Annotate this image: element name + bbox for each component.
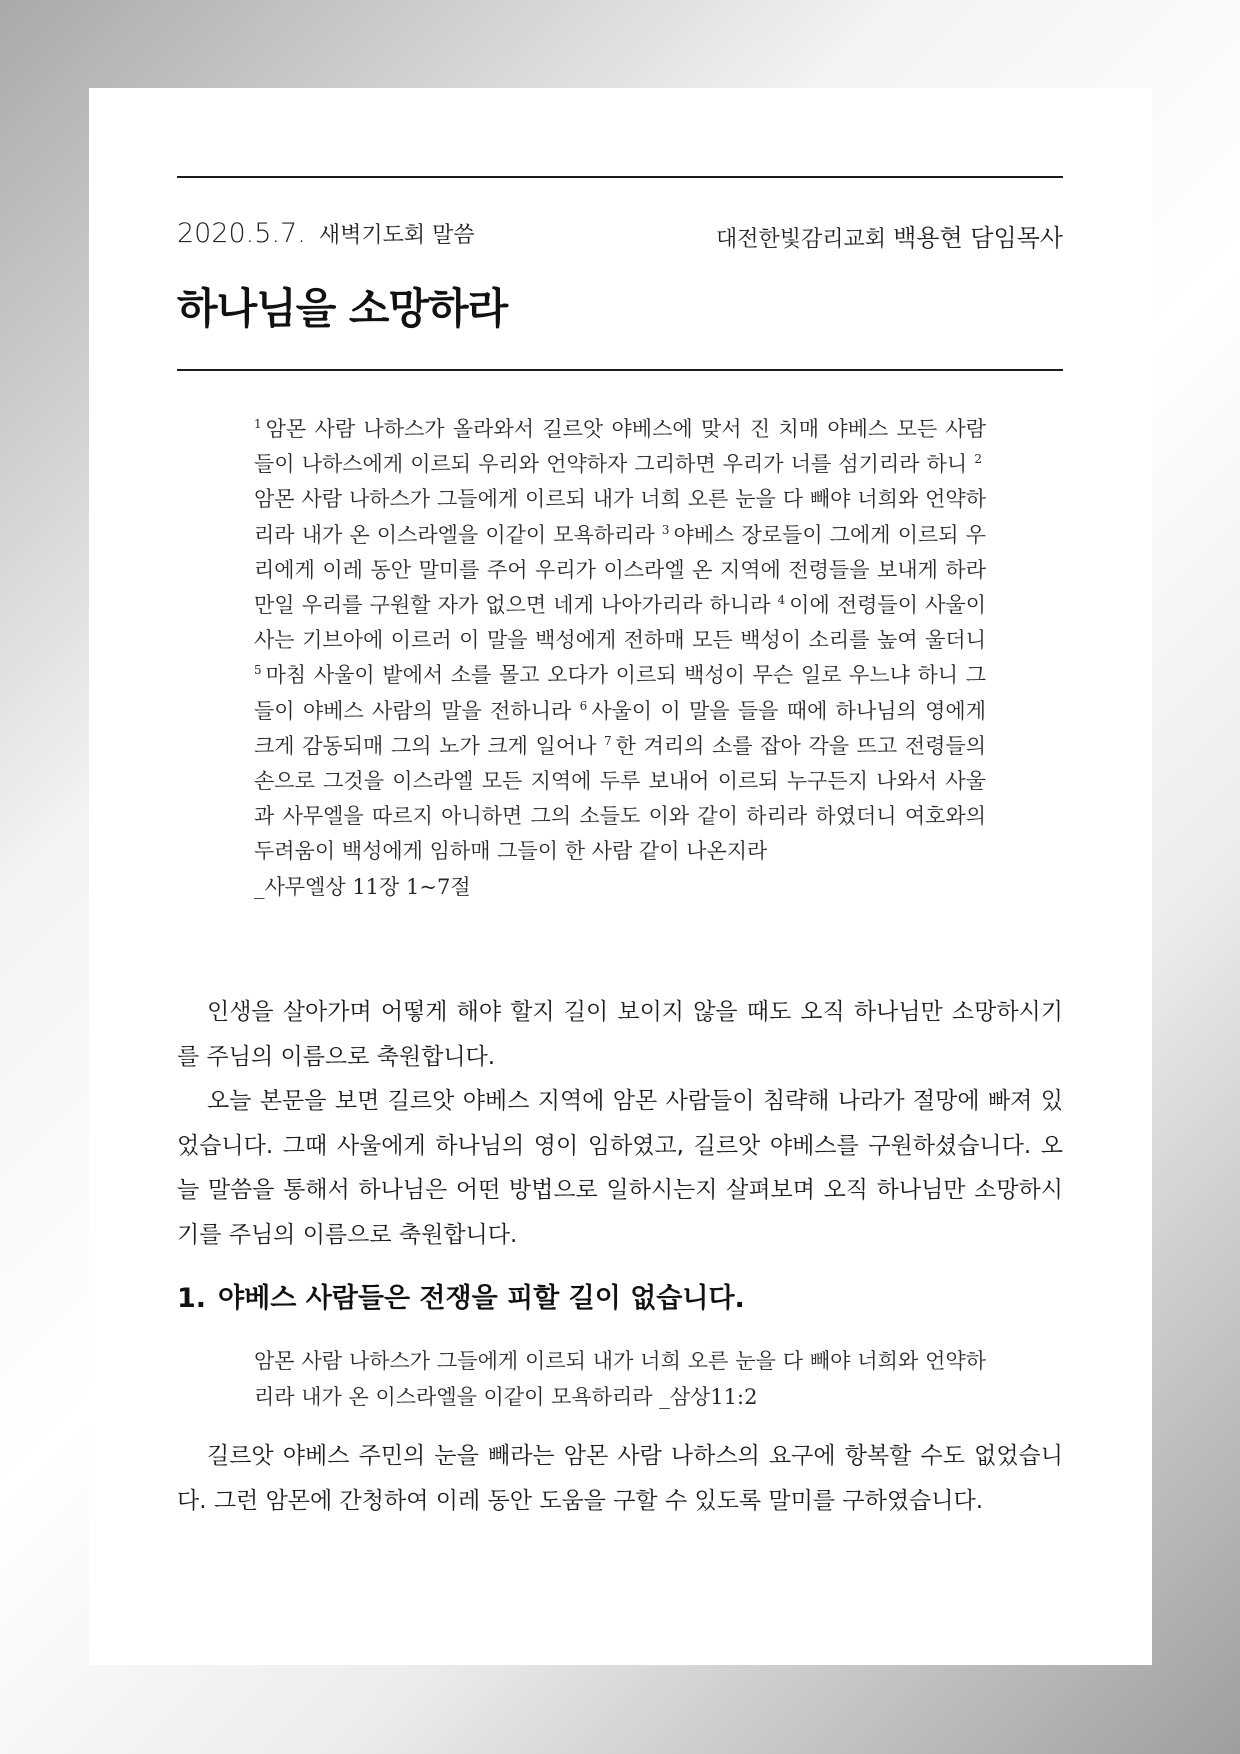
section-body <box>177 1434 1063 1523</box>
pastor-name: 백용현 담임목사 <box>893 224 1063 252</box>
church-name: 대전한빛감리교회 <box>716 227 887 252</box>
verse-number: 2 <box>974 452 982 467</box>
verse-text: 암몬 사람 나하스가 그들에게 이르되 내가 너희 오른 눈을 다 빼야 너희와 언약하리라 내가 온 이스라엘을 이같이 모욕하리라 <box>254 487 986 547</box>
document-page <box>89 88 1152 1665</box>
verse-number: 6 <box>579 698 588 713</box>
header-bottom-rule <box>177 369 1063 371</box>
verse-text: 이에 전령들이 사울이 사는 기브아에 이르러 이 말을 백성에게 전하매 모든 백성이 소리를 높여 울더니 <box>254 593 986 653</box>
section-number: 1. <box>177 1283 207 1314</box>
verse-number: 4 <box>777 593 786 608</box>
section-heading <box>177 1276 745 1315</box>
section-paragraph: 길르앗 야베스 주민의 눈을 빼라는 암몬 사람 나하스의 요구에 항복할 수도 없었습니다. 그런 암몬에 간청하여 이레 동안 도움을 구할 수 있도록 말미를 구하였습니다. <box>177 1443 1063 1514</box>
verse-number: 7 <box>604 733 612 748</box>
verse-number: 3 <box>661 522 670 537</box>
intro-section <box>177 990 1063 1257</box>
sermon-title: 하나님을 소망하라 <box>177 284 508 333</box>
verse-number: 5 <box>254 663 262 678</box>
service-info <box>177 218 475 249</box>
verse-text: 암몬 사람 나하스가 올라와서 길르앗 야베스에 맞서 진 치매 야베스 모든 사람들이 나하스에게 이르되 우리와 언약하자 그리하면 우리가 너를 섬기리라 하니 <box>254 417 986 477</box>
author-info <box>716 218 1063 253</box>
service-date: 2020.5.7. <box>177 218 306 249</box>
scripture-passage <box>254 412 986 905</box>
verse-text: 마침 사울이 밭에서 소를 몰고 오다가 이르되 백성이 무슨 일로 우느냐 하니 그들이 야베스 사람의 말을 전하니라 <box>254 663 986 723</box>
intro-paragraph: 오늘 본문을 보면 길르앗 야베스 지역에 암몬 사람들이 침략해 나라가 절망에 빠져 있었습니다. 그때 사울에게 하나님의 영이 임하였고, 길르앗 야베스를 구원하셨습니다. 오늘 말씀을 통해서 하나님은 어떤 방법으로 일하시는지 살펴보며 오직 하나님만 소망하시기를 주님의 이름으로 축원합니다. <box>177 1088 1063 1248</box>
service-name: 새벽기도회 말씀 <box>318 223 475 248</box>
scripture-reference: _사무엘상 11장 1~7절 <box>254 874 471 899</box>
scripture-text <box>254 412 986 870</box>
intro-paragraph: 인생을 살아가며 어떻게 해야 할지 길이 보이지 않을 때도 오직 하나님만 소망하시기를 주님의 이름으로 축원합니다. <box>177 999 1063 1070</box>
header-meta <box>177 218 1063 254</box>
verse-number: 1 <box>254 417 262 431</box>
header-top-rule <box>177 176 1063 178</box>
section-quote: 암몬 사람 나하스가 그들에게 이르되 내가 너희 오른 눈을 다 빼야 너희와 언약하리라 내가 온 이스라엘을 이같이 모욕하리라 _삼상11:2 <box>254 1349 986 1409</box>
verse-text: 야베스 장로들이 그에게 이르되 우리에게 이레 동안 말미를 주어 우리가 이스라엘 온 지역에 전령들을 보내게 하라 만일 우리를 구원할 자가 없으면 네게 나아가리라 하니라 <box>254 522 986 618</box>
verse-text: 한 겨리의 소를 잡아 각을 뜨고 전령들의 손으로 그것을 이스라엘 모든 지역에 두루 보내어 이르되 누구든지 나와서 사울과 사무엘을 따르지 아니하면 그의 소들도 이와 같이 하리라 하였더니 여호와의 두려움이 백성에게 임하매 그들이 한 사람 같이 나온지라 <box>254 733 986 864</box>
verse-text: 사울이 이 말을 들을 때에 하나님의 영에게 크게 감동되매 그의 노가 크게 일어나 <box>254 698 986 758</box>
section-heading-text: 야베스 사람들은 전쟁을 피할 길이 없습니다. <box>218 1283 745 1314</box>
